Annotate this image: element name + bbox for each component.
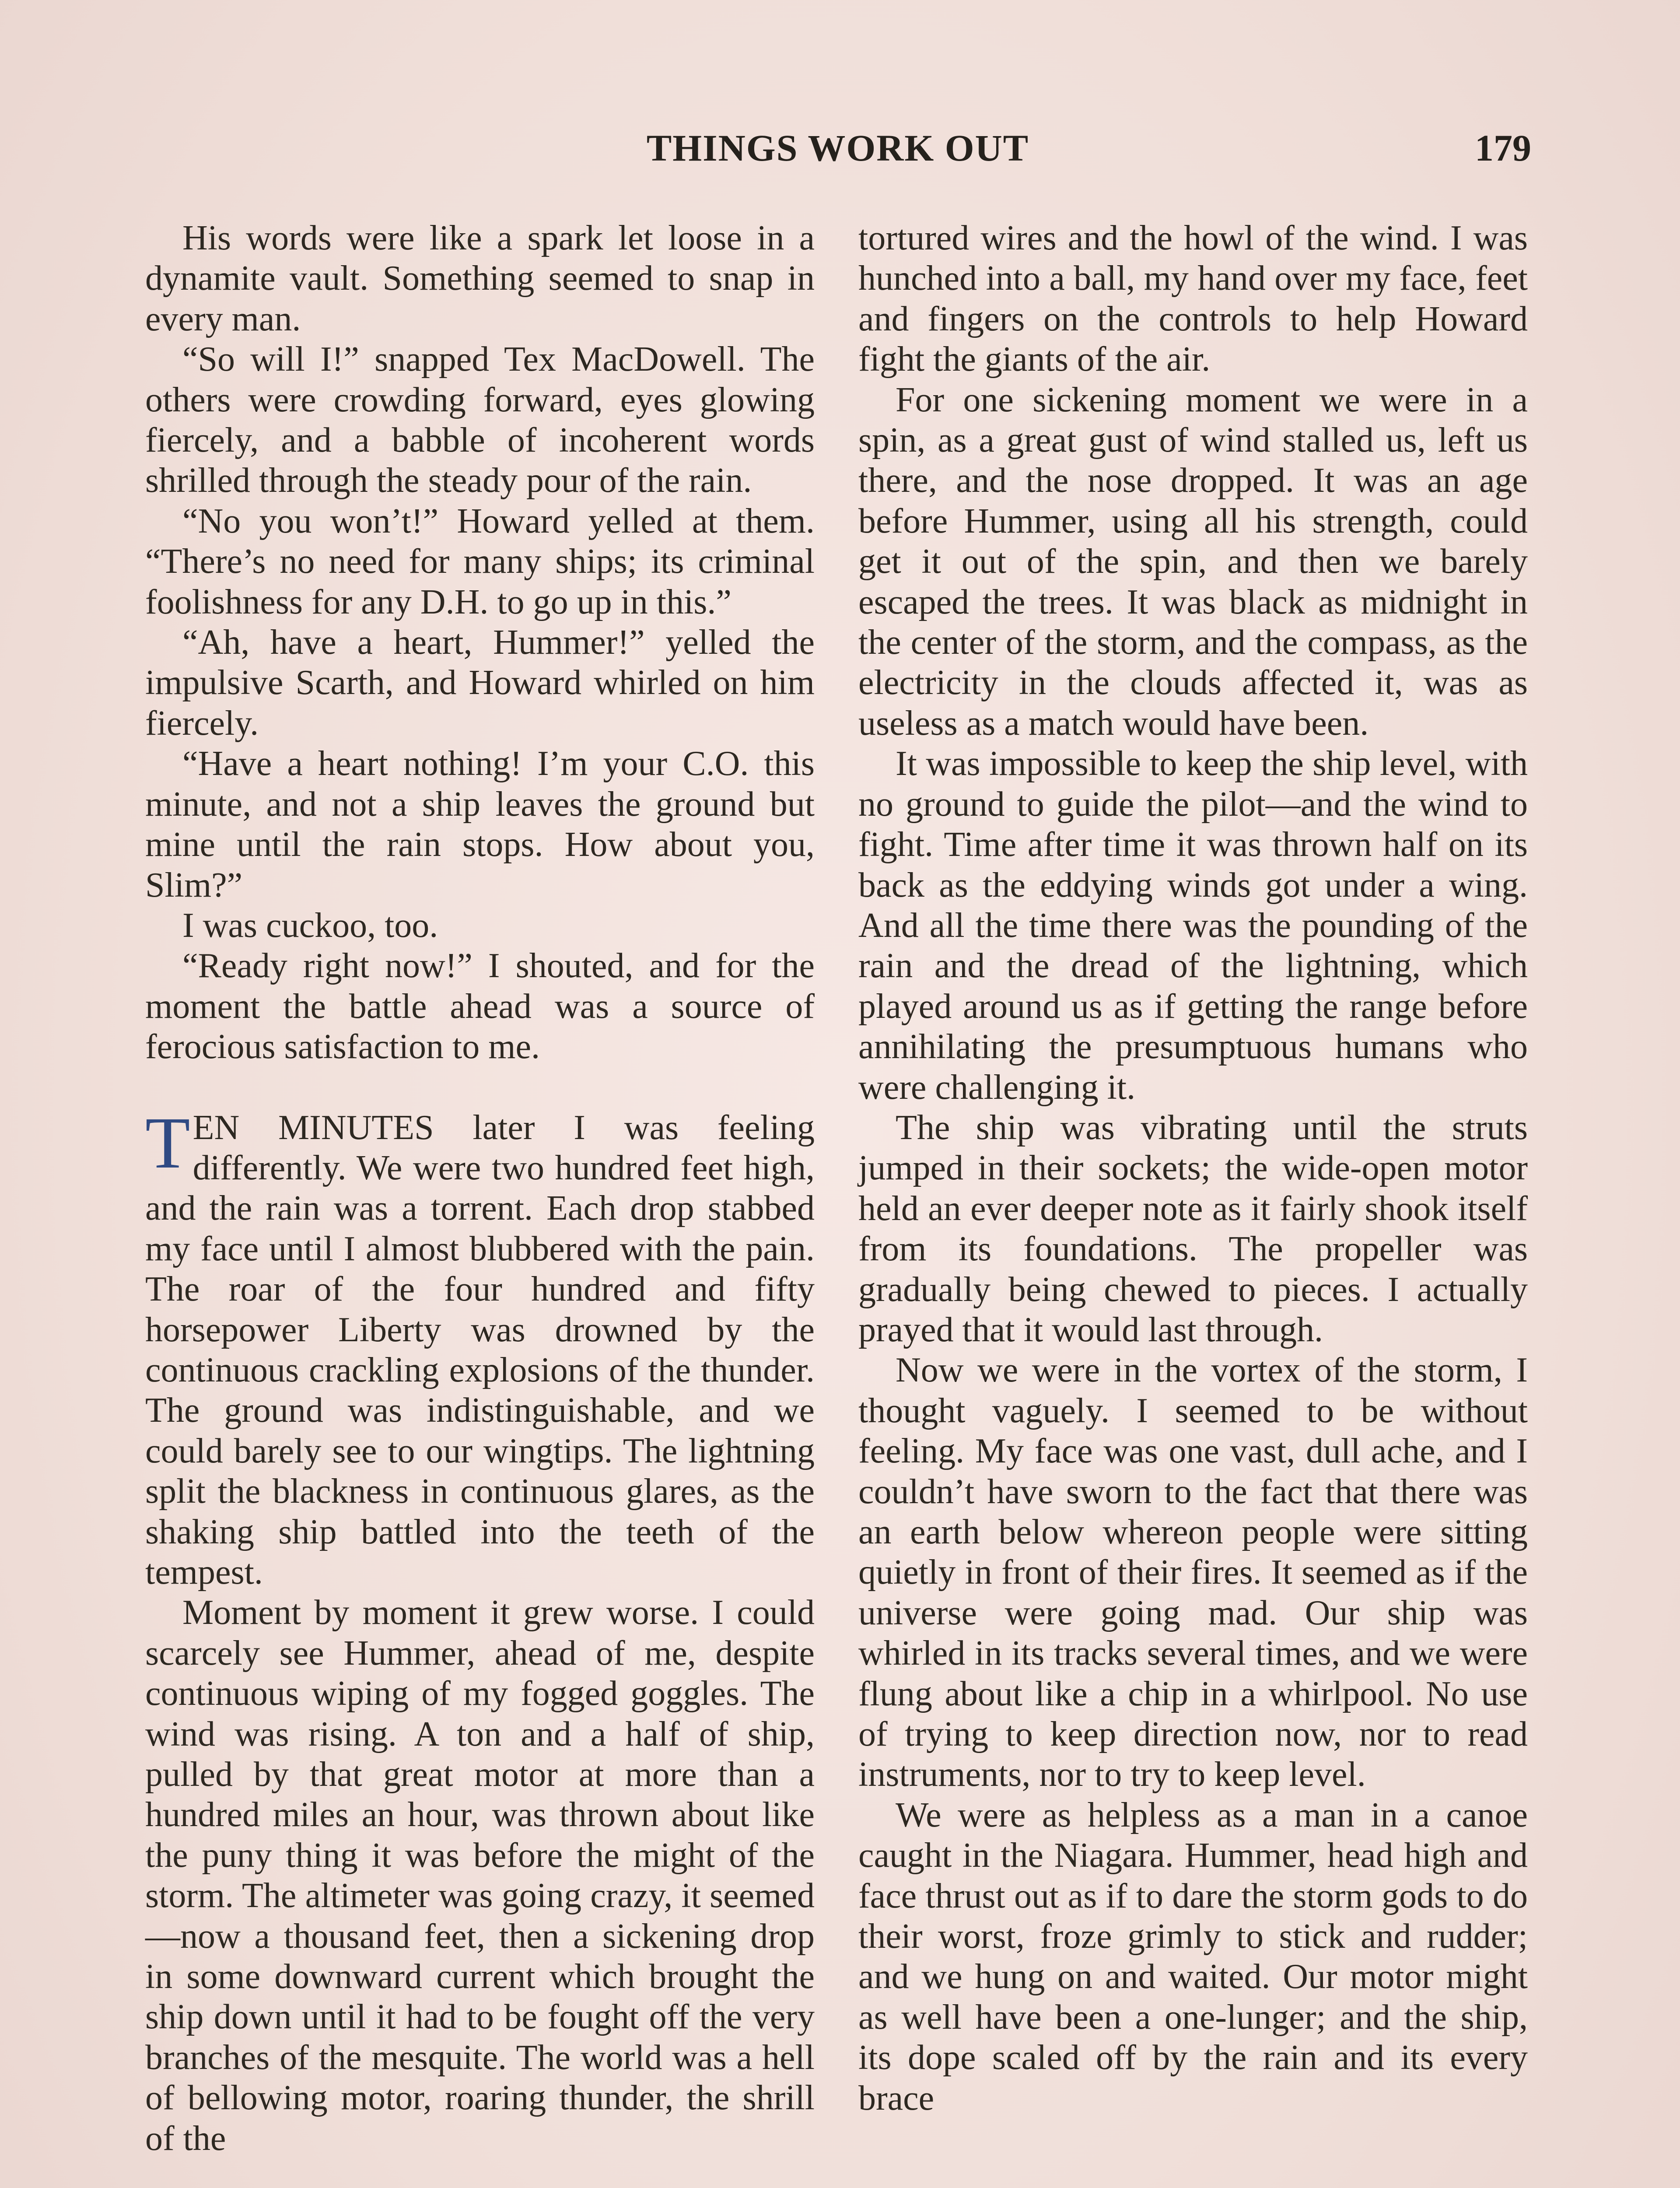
paragraph: Now we were in the vortex of the storm, I thought vaguely. I seemed to be without feeling. My face was one vast, dull ache, and I couldn’t have sworn to the fact that there was an earth below whereon people were sitting quietly in front of their fires. It seemed as if the universe were going mad. Our ship was whirled in its tracks several times, and we were flung about like a chip in a whirlpool. No use of trying to keep direction now, nor to read instruments, nor to try to keep level.: [858, 1351, 1528, 1794]
paragraph: The ship was vibrating until the struts jumped in their sockets; the wide-open motor held an ever deeper note as it fairly shook itself from its foundations. The propeller was gradually being chewed to pieces. I actually prayed that it would last through.: [858, 1108, 1528, 1349]
left-column: [145, 218, 815, 2159]
paragraph: It was impossible to keep the ship level, with no ground to guide the pilot—and the wind to fight. Time after time it was thrown half on its back as the eddying winds got under a wing. And all the time there was the pounding of the rain and the dread of the lightning, which played around us as if getting the range before annihilating the presumptuous humans who were challenging it.: [858, 744, 1528, 1107]
paragraph: “Have a heart nothing! I’m your C.O. this minute, and not a ship leaves the ground but mine until the rain stops. How about you, Slim?”: [145, 744, 815, 905]
paragraph: We were as helpless as a man in a canoe caught in the Niagara. Hummer, head high and face thrust out as if to dare the storm gods to do their worst, froze grimly to stick and rudder; and we hung on and waited. Our motor might as well have been a one-lunger; and the ship, its dope scaled off by the rain and its every brace: [858, 1795, 1528, 2118]
paragraph: For one sickening moment we were in a spin, as a great gust of wind stalled us, left us there, and the nose dropped. It was an age before Hummer, using all his strength, could get it out of the spin, and then we barely escaped the trees. It was black as midnight in the center of the storm, and the compass, as the electricity in the clouds affected it, was as useless as a match would have been.: [858, 380, 1528, 743]
paragraph: I was cuckoo, too.: [182, 906, 438, 945]
section-break: [145, 1067, 815, 1108]
paragraph: His words were like a spark let loose in a dynamite vault. Something seemed to snap in every man.: [145, 219, 815, 338]
right-column: [858, 218, 1528, 2118]
running-head: [144, 126, 1531, 183]
drop-cap: T: [145, 1102, 190, 1184]
running-title: THINGS WORK OUT: [646, 127, 1029, 169]
lead-in-caps: EN MINUTES: [192, 1108, 434, 1147]
paragraph-text: later I was feeling differently. We were two hundred feet high, and the rain was a torrent. Each drop stabbed my face until I almost blubbered with the pain. The roar of the four hundred and fifty horsepower Liberty was drowned by the continuous crackling explosions of the thunder. The ground was indistinguishable, and we could barely see to our wingtips. The lightning split the blackness in continuous glares, as the shaking ship battled into the teeth of the tempest.: [145, 1108, 815, 1592]
section-opening-paragraph: [145, 1102, 815, 1593]
page-number: 179: [1475, 127, 1531, 169]
paragraph: Moment by moment it grew worse. I could scarcely see Hummer, ahead of me, despite continuous wiping of my fogged goggles. The wind was rising. A ton and a half of ship, pulled by that great motor at more than a hundred miles an hour, was thrown about like the puny thing it was before the might of the storm. The altimeter was going crazy, it seemed—now a thousand feet, then a sickening drop in some downward current which brought the ship down until it had to be fought off the very branches of the mesquite. The world was a hell of bellowing motor, roaring thunder, the shrill of the: [145, 1593, 815, 2158]
paragraph: “Ah, have a heart, Hummer!” yelled the impulsive Scarth, and Howard whirled on him fiercely.: [145, 623, 815, 743]
paragraph: “So will I!” snapped Tex MacDowell. The others were crowding forward, eyes glowing fiercely, and a babble of incoherent words shrilled through the steady pour of the rain.: [145, 340, 815, 500]
paragraph: “No you won’t!” Howard yelled at them. “There’s no need for many ships; its criminal foolishness for any D.H. to go up in this.”: [145, 501, 815, 621]
paragraph: “Ready right now!” I shouted, and for the moment the battle ahead was a source of ferocious satisfaction to me.: [145, 947, 815, 1066]
continued-paragraph: tortured wires and the howl of the wind. I was hunched into a ball, my hand over my face, feet and fingers on the controls to help Howard fight the giants of the air.: [858, 219, 1528, 379]
